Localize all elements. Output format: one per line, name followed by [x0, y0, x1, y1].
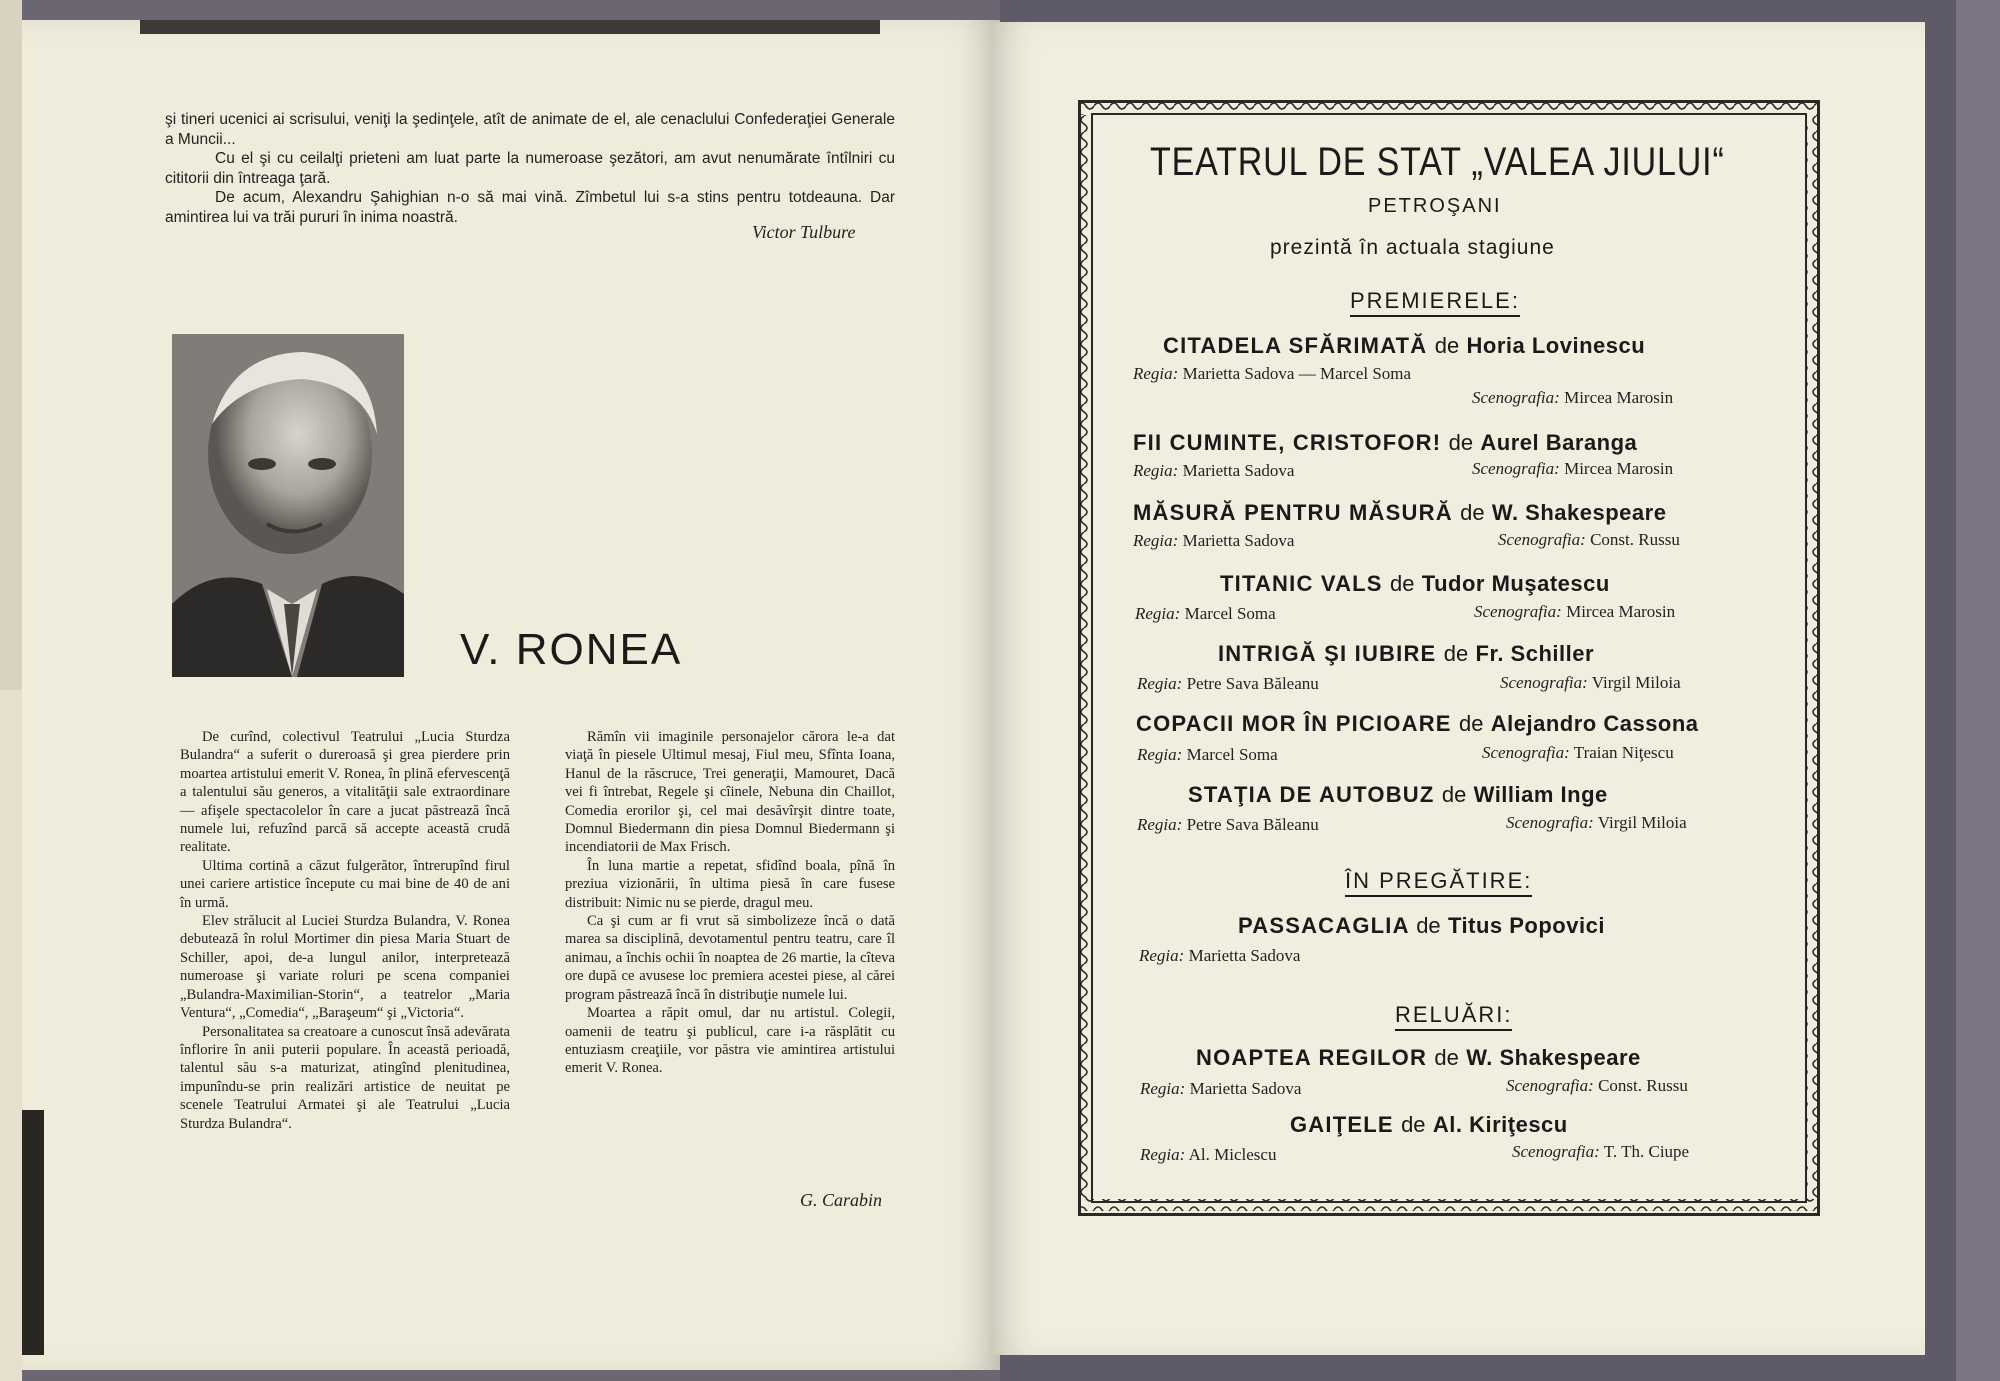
play-title-line: PASSACAGLIA de Titus Popovici — [1238, 913, 1605, 938]
photo-edge — [22, 1110, 44, 1355]
intro-text — [165, 110, 895, 227]
credit-line: Scenografia: Virgil Miloia — [1500, 673, 1681, 692]
theatre-name: TEATRUL DE STAT „VALEA JIULUI“ — [1150, 140, 1725, 184]
credit-line: Scenografia: Const. Russu — [1506, 1076, 1688, 1095]
play-title-line: TITANIC VALS de Tudor Muşatescu — [1220, 571, 1610, 596]
credit-line: Scenografia: Const. Russu — [1498, 530, 1680, 549]
credit-line: Regia: Petre Sava Băleanu — [1137, 674, 1319, 693]
revivals-heading: RELUĂRI: — [1395, 1002, 1512, 1031]
intro-signature: Victor Tulbure — [752, 222, 856, 242]
credit-line: Scenografia: Traian Niţescu — [1482, 743, 1674, 762]
play-title-line: INTRIGĂ ŞI IUBIRE de Fr. Schiller — [1218, 641, 1595, 666]
article-paragraph: În luna martie a repetat, sfidînd boala, pînă în preziua vizionării, în ultima piesă în care fusese distribuit: Nimic nu se pierde, dragul meu. — [565, 857, 895, 911]
credit-line: Regia: Marietta Sadova — [1139, 946, 1301, 965]
credit-line: Scenografia: Mircea Marosin — [1472, 388, 1674, 407]
preparing-heading: ÎN PREGĂTIRE: — [1345, 868, 1532, 897]
article-column-2 — [565, 728, 895, 1078]
article-paragraph: Elev strălucit al Luciei Sturdza Bulandra, V. Ronea debutează în rolul Mortimer din piesa Maria Stuart de Schiller, apoi, de-a lungul anilor, interpretează numeroase şi variate roluri pe scena companiei „Bulandra-Maximilian-Storin“, a teatrelor „Maria Ventura“, „Comedia“, „Baraşeum“ şi „Victoria“. — [180, 913, 510, 1022]
page-top-shadow — [140, 20, 880, 34]
portrait-photo — [172, 334, 404, 677]
article-paragraph: Personalitatea sa creatoare a cunoscut însă adevărata înflorire în anii puterii populare. În această perioadă, talentul său s-a maturizat, atingînd plenitudinea, impunîndu-se prin realizări artistice de neuitat pe scenele Teatrului Armatei şi ale Teatrului „Lucia Sturdza Bulandra“. — [180, 1023, 510, 1132]
credit-line: Scenografia: Mircea Marosin — [1472, 459, 1674, 478]
intro-paragraph: Cu el şi cu ceilalţi prieteni am luat parte la numeroase şezători, am avut nenumărate întîlniri cu cititorii din întreaga ţară. — [165, 150, 895, 187]
article-paragraph: De curînd, colectivul Teatrului „Lucia Sturdza Bulandra“ a suferit o dureroasă şi grea pierdere prin moartea artistului emerit V. Ronea, în plină efervescenţă a talentului său generos, a vitalităţii sale extraordinare — afişele spectacolelor în care a jucat păstrează încă numele lui, refuzînd parcă să accepte această crudă realitate. — [180, 729, 510, 856]
intro-paragraph: şi tineri ucenici ai scrisului, veniţi la şedinţele, atît de animate de el, ale cenaclului Confederaţiei Generale a Muncii... — [165, 111, 895, 148]
premieres-heading: PREMIERELE: — [1350, 288, 1520, 317]
credit-line: Regia: Marcel Soma — [1135, 604, 1276, 623]
credit-line: Scenografia: Mircea Marosin — [1474, 602, 1676, 621]
article-paragraph: Ca şi cum ar fi vrut să simbolizeze încă o dată marea sa disciplină, devotamentul pentru teatru, care îl animau, a închis ochii în noaptea de 26 martie, la cîteva ore după ce avusese loc premiera acestei piese, al cărei program păstrează încă în distribuţie numele lui. — [565, 913, 895, 1003]
play-title-line: CITADELA SFĂRIMATĂ de Horia Lovinescu — [1163, 333, 1646, 358]
article-paragraph: Moartea a răpit omul, dar nu artistul. Colegii, oamenii de teatru şi publicul, care i-a răsplătit cu entuziasm creaţiile, vor păstra vie amintirea artistului emerit V. Ronea. — [565, 1005, 895, 1077]
intro-paragraph: De acum, Alexandru Şahighian n-o să mai vină. Zîmbetul lui s-a stins pentru totdeauna. Dar amintirea lui va trăi pururi în inima noastră. — [165, 189, 895, 226]
presents-line: prezintă în actuala stagiune — [1270, 236, 1555, 259]
article-column-1 — [180, 728, 510, 1133]
cover-spine-edge — [1956, 0, 2000, 1381]
article-paragraph: Ultima cortină a căzut fulgerător, întrerupînd firul unei cariere artistice începute cu mai bine de 40 de ani în urmă. — [180, 857, 510, 911]
credit-line: Regia: Marietta Sadova — Marcel Soma — [1133, 364, 1412, 383]
credit-line: Scenografia: T. Th. Ciupe — [1512, 1142, 1690, 1161]
play-title-line: GAIŢELE de Al. Kiriţescu — [1290, 1112, 1568, 1137]
article-signature: G. Carabin — [800, 1190, 883, 1210]
play-title-line: FII CUMINTE, CRISTOFOR! de Aurel Baranga — [1133, 430, 1638, 455]
theatre-city: PETROŞANI — [1368, 195, 1502, 217]
play-title-line: STAŢIA DE AUTOBUZ de William Inge — [1188, 782, 1608, 807]
play-title-line: COPACII MOR ÎN PICIOARE de Alejandro Cassona — [1136, 711, 1699, 736]
credit-line: Regia: Marietta Sadova — [1133, 531, 1295, 550]
play-title-line: NOAPTEA REGILOR de W. Shakespeare — [1196, 1045, 1641, 1070]
play-title-line: MĂSURĂ PENTRU MĂSURĂ de W. Shakespeare — [1133, 500, 1667, 525]
credit-line: Regia: Al. Miclescu — [1140, 1145, 1277, 1164]
credit-line: Regia: Marietta Sadova — [1140, 1079, 1302, 1098]
credit-line: Regia: Petre Sava Băleanu — [1137, 815, 1319, 834]
article-title: V. RONEA — [460, 625, 683, 674]
article-paragraph: Rămîn vii imaginile personajelor cărora le-a dat viaţă în piesele Ultimul mesaj, Fiul meu, Sfînta Ioana, Hanul de la răscruce, Trei generaţii, Mamouret, Dacă vei fi întrebat, Regele şi cîinele, Nebuna din Chaillot, Comedia erorilor şi, cel mai desăvîrşit dintre toate, Domnul Biedermann din piesa Domnul Biedermann şi incendiatorii de Max Frisch. — [565, 729, 895, 856]
credit-line: Regia: Marietta Sadova — [1133, 461, 1295, 480]
credit-line: Scenografia: Virgil Miloia — [1506, 813, 1687, 832]
credit-line: Regia: Marcel Soma — [1137, 745, 1278, 764]
page-edge — [0, 690, 22, 1381]
